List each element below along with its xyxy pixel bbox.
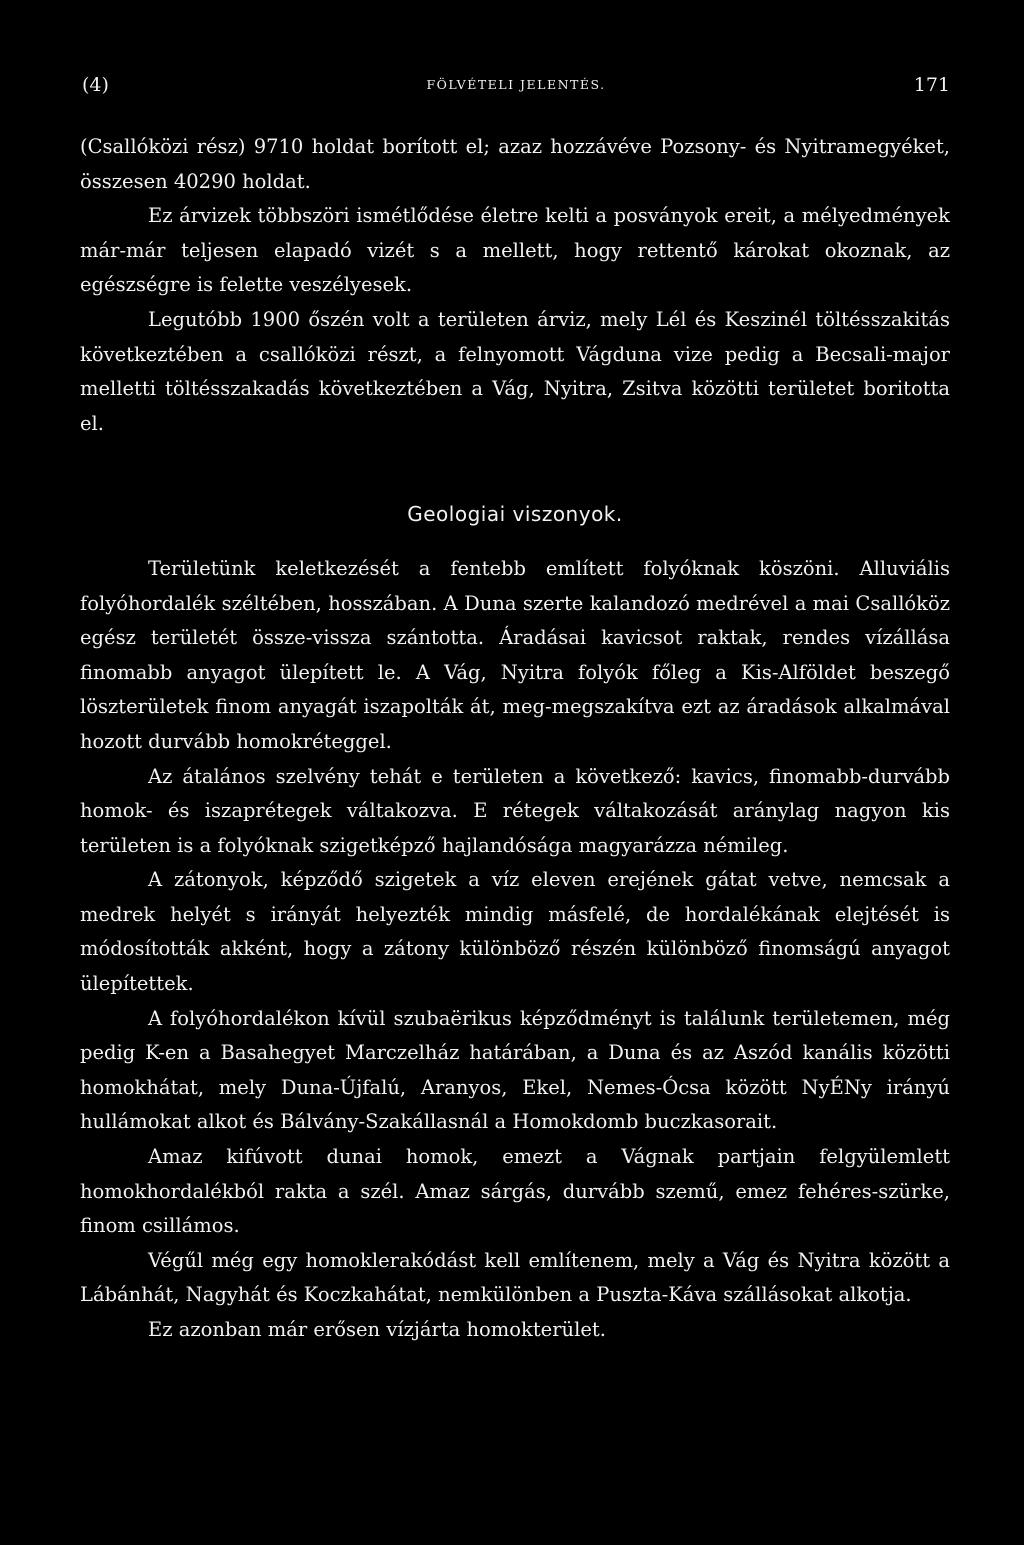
paragraph: (Csallóközi rész) 9710 holdat borított el; azaz hozzávéve Pozsony- és Nyitramegyéket, összesen 40290 holdat. [80,135,950,193]
section-number: (4) [82,74,109,96]
page-number: 171 [913,74,950,96]
page-header [82,74,950,100]
paragraph: Ez árvizek többszöri ismétlődése életre kelti a posványok ereit, a mélyedmények már-már teljesen elapadó vizét s a mellett, hogy rettentő károkat okoznak, az egészségre is felette veszélyesek. [80,204,950,297]
paragraph: A zátonyok, képződő szigetek a víz eleven erejének gátat vetve, nemcsak a medrek helyét s irányát helyezték mindig másfelé, de hordalékának elejtését is módosították akként, hogy a zátony különböző részén különböző finomságú anyagot ülepítettek. [80,868,950,996]
paragraph: Amaz kifúvott dunai homok, emezt a Vágnak partjain felgyülemlett homokhordalékból rakta a szél. Amaz sárgás, durvább szemű, emez fehéres-szürke, finom csillámos. [80,1145,950,1238]
paragraph: A folyóhordalékon kívül szubaërikus képződményt is találunk területemen, még pedig K-en a Basahegyet Marczelház határában, a Duna és az Aszód kanális közötti homokhátat, mely Duna-Újfalú, Aranyos, Ekel, Nemes-Ócsa között NyÉNy irányú hullámokat alkot és Bálvány-Szakállasnál a Homokdomb buczkasorait. [80,1006,950,1134]
running-title: FÖLVÉTELI JELENTÉS. [426,77,606,92]
paragraph: Legutóbb 1900 őszén volt a területen árviz, mely Lél és Keszinél töltésszakitás következtében a csallóközi részt, a felnyomott Vágduna vize pedig a Becsali-major melletti töltésszakadás következtében a Vág, Nyitra, Zsitva közötti területet boritotta el. [80,307,950,435]
paragraph: Végűl még egy homoklerakódást kell említenem, mely a Vág és Nyitra között a Lábánhát, Nagyhát és Koczkahátat, nemkülönben a Puszta-Káva szállásokat alkotja. [80,1248,950,1307]
paragraph: Az átalános szelvény tehát e területen a következő: kavics, finomabb-durvább homok- és iszaprétegek váltakozva. E rétegek váltakozását aránylag nagyon kis területen is a folyóknak szigetképző hajlandósága magyarázza némileg. [80,764,950,857]
paragraph: Területünk keletkezését a fentebb említett folyóknak köszöni. Alluviális folyóhordalék széltében, hosszában. A Duna szerte kalandozó medrével a mai Csallóköz egész területét össze-vissza szántotta. Áradásai kavicsot raktak, rendes vízállása finomabb anyagot ülepített le. A Vág, Nyitra folyók főleg a Kis-Alföldet beszegő löszterületek finom anyagát iszapolták át, meg-megszakítva ezt az áradások alkalmával hozott durvább homokréteggel. [80,556,950,753]
paragraph: Ez azonban már erősen vízjárta homokterület. [148,1318,606,1341]
document-body [80,130,950,1348]
section-heading: Geologiai viszonyok. [407,502,623,527]
